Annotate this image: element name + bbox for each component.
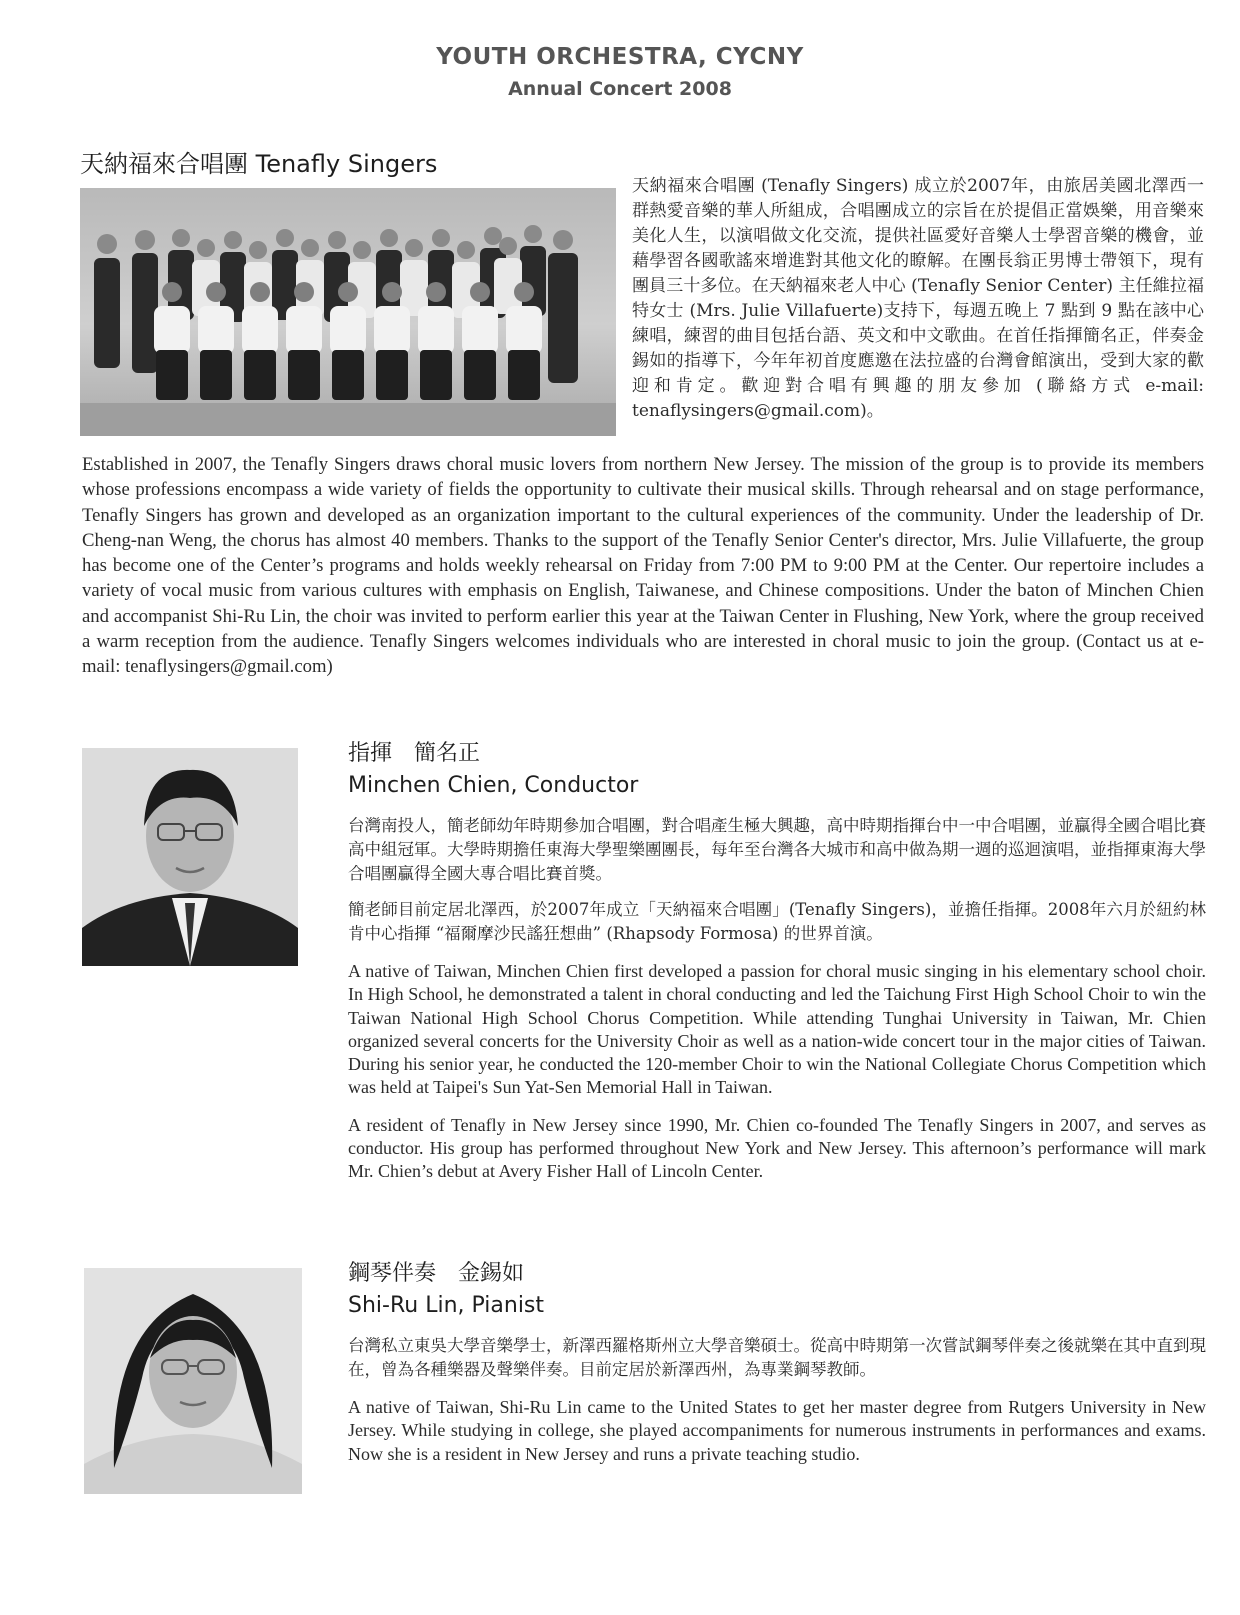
pianist-name-english: Shi-Ru Lin, Pianist (348, 1293, 545, 1318)
intro-english: Established in 2007, the Tenafly Singers draws choral music lovers from northern New Jersey. The mission of the group is to provide its members whose professions encompass a wide variety of fields the opportunity to cultivate their musical skills. Through rehearsal and on stage performance, Tenafly Singers has grown and developed as an organization important to the cultural experiences of the community. Under the leadership of Dr. Cheng-nan Weng, the chorus has almost 40 members. Thanks to the support of the Tenafly Senior Center's director, Mrs. Julie Villafuerte, the group has become one of the Center’s programs and holds weekly rehearsal on Friday from 7:00 PM to 9:00 PM at the Center. Our repertoire includes a variety of vocal music from various cultures with emphasis on English, Taiwanese, and Chinese compositions. Under the baton of Minchen Chien and accompanist Shi-Ru Lin, the choir was invited to perform earlier this year at the Taiwan Center in Flushing, New York, where the group received a warm reception from the audience. Tenafly Singers welcomes individuals who are interested in choral music to join the group. (Contact us at e-mail: tenaflysingers@gmail.com) (82, 454, 1204, 678)
intro-chinese: 天納福來合唱團 (Tenafly Singers) 成立於2007年，由旅居美國北澤西一群熱愛音樂的華人所組成，合唱團成立的宗旨在於提倡正當娛樂，用音樂來美化人生，以演唱做文化交流，提供社區愛好音樂人士學習音樂的機會，並藉學習各國歌謠來增進對其他文化的瞭解。在團長翁正男博士帶領下，現有團員三十多位。在天納福來老人中心 (Tenafly Senior Center) 主任維拉福特女士 (Mrs. Julie Villafuerte)支持下，每週五晚上 7 點到 9 點在該中心練唱，練習的曲目包括台語、英文和中文歌曲。在首任指揮簡名正，伴奏金錫如的指導下，今年年初首度應邀在法拉盛的台灣會館演出，受到大家的歡迎和肯定。歡迎對合唱有興趣的朋友參加 (聯絡方式 e-mail: tenaflysingers@gmail.com)。 (632, 176, 1204, 421)
pianist-bio (348, 1258, 1206, 1466)
conductor-portrait (82, 748, 298, 966)
section-heading: 天納福來合唱團 Tenafly Singers (80, 150, 438, 178)
pianist-bio-chinese: 台灣私立東吳大學音樂學士，新澤西羅格斯州立大學音樂碩士。從高中時期第一次嘗試鋼琴伴奏之後就樂在其中直到現在，曾為各種樂器及聲樂伴奏。目前定居於新澤西州，為專業鋼琴教師。 (348, 1336, 1206, 1379)
conductor-bio-english-1: A native of Taiwan, Minchen Chien first developed a passion for choral music singing in his elementary school choir. In High School, he demonstrated a talent in choral conducting and led the Taichung First High School Choir to win the Taiwan National High School Chorus Competition. While attending Tunghai University in Taiwan, Mr. Chien organized several concerts for the University Choir as well as a nation-wide concert tour in the major cities of Taiwan. During his senior year, he conducted the 120-member Choir to win the National Collegiate Chorus Competition which was held at Taipei's Sun Yat-Sen Memorial Hall in Taiwan. (348, 961, 1206, 1098)
page-subtitle: Annual Concert 2008 (508, 78, 732, 100)
conductor-bio-chinese-1: 台灣南投人，簡老師幼年時期參加合唱團，對合唱產生極大興趣，高中時期指揮台中一中合唱團，並贏得全國合唱比賽高中組冠軍。大學時期擔任東海大學聖樂團團長，每年至台灣各大城市和高中做為期一週的巡迴演唱，並指揮東海大學合唱團贏得全國大專合唱比賽首獎。 (348, 816, 1206, 883)
pianist-bio-english: A native of Taiwan, Shi-Ru Lin came to the United States to get her master degree from Rutgers University in New Jersey. While studying in college, she played accompaniments for numerous instruments in performances and exams. Now she is a resident in New Jersey and runs a private teaching studio. (348, 1397, 1206, 1464)
choir-group-photo (80, 188, 616, 436)
conductor-bio-chinese-2: 簡老師目前定居北澤西，於2007年成立「天納福來合唱團」(Tenafly Singers)，並擔任指揮。2008年六月於紐約林肯中心指揮 “福爾摩沙民謠狂想曲” (Rhapsody Formosa) 的世界首演。 (348, 900, 1206, 943)
conductor-bio-english-2: A resident of Tenafly in New Jersey since 1990, Mr. Chien co-founded The Tenafly Singers in 2007, and serves as conductor. His group has performed throughout New York and New Jersey. This afternoon’s performance will mark Mr. Chien’s debut at Avery Fisher Hall of Lincoln Center. (348, 1114, 1206, 1182)
conductor-name-english: Minchen Chien, Conductor (348, 773, 639, 798)
page-title: YOUTH ORCHESTRA, CYCNY (436, 44, 804, 70)
pianist-name-chinese: 鋼琴伴奏 金錫如 (348, 1261, 525, 1286)
page-header (0, 44, 1240, 100)
conductor-name-chinese: 指揮 簡名正 (348, 741, 481, 766)
conductor-bio (348, 738, 1206, 1184)
pianist-portrait (84, 1268, 302, 1494)
